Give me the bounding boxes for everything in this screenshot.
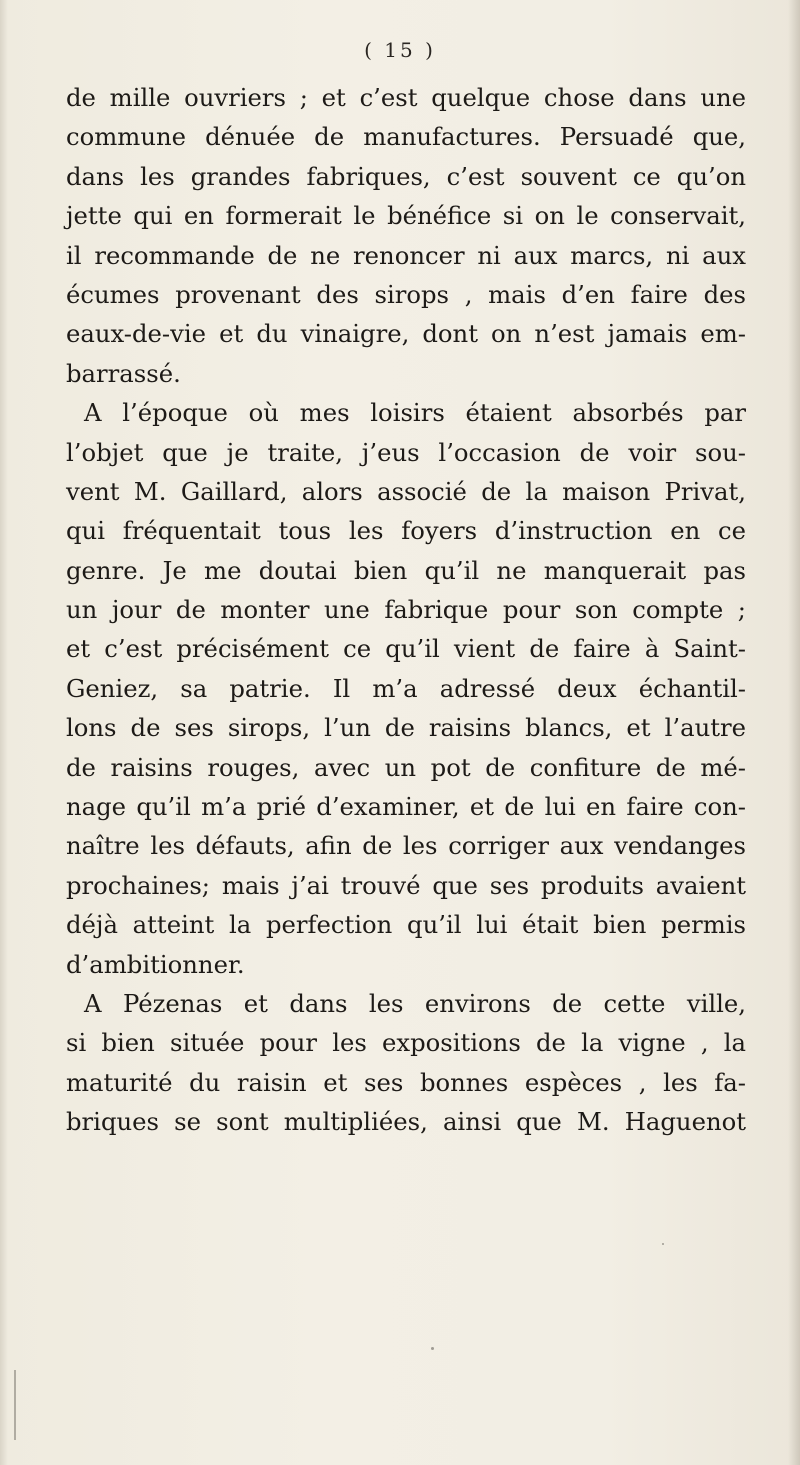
text-line: nage qu’il m’a prié d’examiner, et de lui en faire con-	[66, 792, 746, 822]
paper-speck	[431, 1347, 434, 1350]
text-line: dans les grandes fabriques, c’est souvent ce qu’on	[66, 161, 746, 191]
text-line: genre. Je me doutai bien qu’il ne manquerait pas	[66, 555, 746, 585]
margin-mark	[14, 1370, 16, 1440]
text-line: briques se sont multipliées, ainsi que M. Haguenot	[66, 1107, 746, 1137]
text-line: déjà atteint la perfection qu’il lui était bien permis	[66, 910, 746, 940]
text-line: il recommande de ne renoncer ni aux marcs, ni aux	[66, 240, 746, 270]
text-line: un jour de monter une fabrique pour son compte ;	[66, 595, 746, 625]
text-line: eaux-de-vie et du vinaigre, dont on n’est jamais em-	[66, 319, 746, 349]
text-line: si bien située pour les expositions de la vigne , la	[66, 1028, 746, 1058]
page-number: ( 15 )	[364, 38, 436, 62]
text-line: prochaines; mais j’ai trouvé que ses produits avaient	[66, 870, 746, 900]
page-left-edge	[0, 0, 8, 1465]
text-line: qui fréquentait tous les foyers d’instruction en ce	[66, 516, 746, 546]
text-line: lons de ses sirops, l’un de raisins blancs, et l’autre	[66, 713, 746, 743]
paper-speck	[662, 1243, 664, 1245]
text-line: A Pézenas et dans les environs de cette ville,	[84, 988, 746, 1018]
text-line: barrassé.	[66, 358, 181, 388]
text-line: A l’époque où mes loisirs étaient absorbés par	[84, 398, 746, 428]
body-text	[66, 78, 746, 1142]
text-line: de raisins rouges, avec un pot de confiture de mé-	[66, 752, 746, 782]
text-line: naître les défauts, afin de les corriger aux vendanges	[66, 831, 746, 861]
text-line: d’ambitionner.	[66, 949, 245, 979]
text-line: jette qui en formerait le bénéfice si on le conservait,	[66, 201, 746, 231]
text-line: et c’est précisément ce qu’il vient de faire à Saint-	[66, 634, 746, 664]
text-line: écumes provenant des sirops , mais d’en faire des	[66, 279, 746, 309]
text-line: Geniez, sa patrie. Il m’a adressé deux échantil-	[66, 673, 746, 703]
text-line: commune dénuée de manufactures. Persuadé que,	[66, 122, 746, 152]
text-line: vent M. Gaillard, alors associé de la maison Privat,	[66, 476, 746, 506]
page-right-edge	[788, 0, 800, 1465]
text-line: maturité du raisin et ses bonnes espèces , les fa-	[66, 1067, 746, 1097]
text-line: de mille ouvriers ; et c’est quelque chose dans une	[66, 83, 746, 112]
text-line: l’objet que je traite, j’eus l’occasion de voir sou-	[66, 437, 746, 467]
